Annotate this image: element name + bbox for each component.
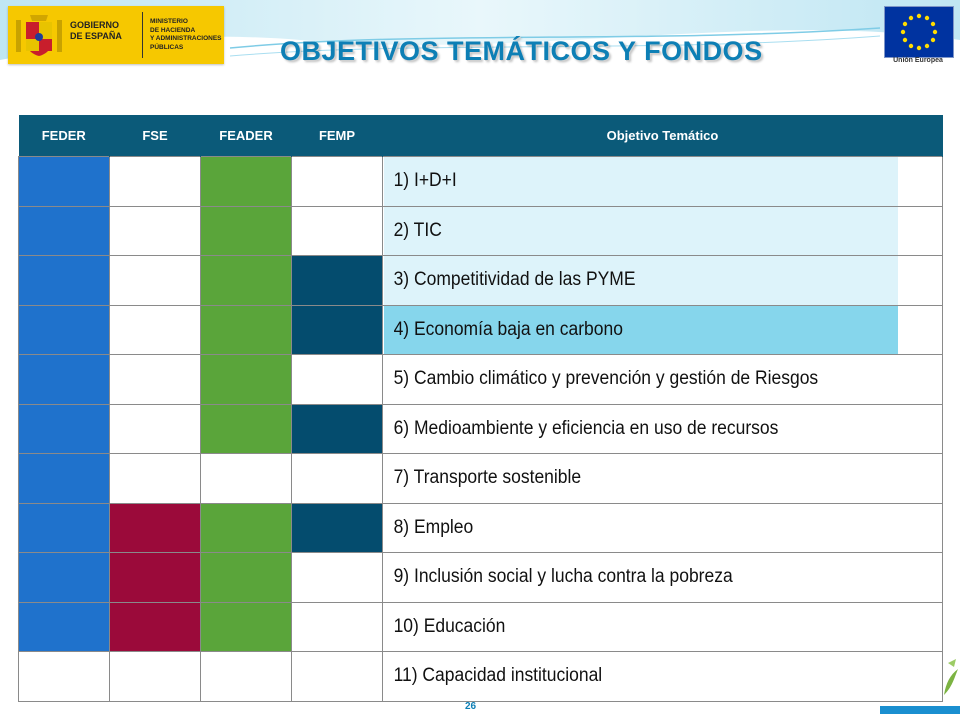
feder-applies-cell	[19, 503, 110, 553]
eu-flag-icon	[884, 6, 954, 58]
fse-empty-cell	[110, 454, 201, 504]
objective-cell: 9) Inclusión social y lucha contra la pobreza	[383, 553, 898, 603]
ministerio-text: MINISTERIO DE HACIENDA Y ADMINISTRACIONES PÚBLICAS	[150, 18, 222, 51]
table-row	[19, 256, 943, 306]
feader-applies-cell	[201, 602, 292, 652]
col-header-fse: FSE	[110, 115, 201, 157]
fse-empty-cell	[110, 652, 201, 702]
femp-empty-cell	[292, 355, 383, 405]
col-header-femp: FEMP	[292, 115, 383, 157]
feder-applies-cell	[19, 256, 110, 306]
feader-empty-cell	[201, 652, 292, 702]
feder-applies-cell	[19, 305, 110, 355]
feader-applies-cell	[201, 157, 292, 207]
objective-cell: 11) Capacidad institucional	[383, 652, 898, 702]
feader-applies-cell	[201, 553, 292, 603]
decorative-leaf-icon	[940, 655, 960, 701]
femp-applies-cell	[292, 503, 383, 553]
feder-applies-cell	[19, 206, 110, 256]
table-row	[19, 553, 943, 603]
fse-empty-cell	[110, 256, 201, 306]
objective-cell: 5) Cambio climático y prevención y gestión de Riesgos	[383, 355, 898, 405]
feder-empty-cell	[19, 652, 110, 702]
feder-applies-cell	[19, 454, 110, 504]
objective-cell: 3) Competitividad de las PYME	[383, 256, 898, 306]
table-header-row	[19, 115, 943, 157]
table-row	[19, 355, 943, 405]
fondos-objetivos-table	[18, 115, 943, 702]
gobierno-espana-logo	[8, 6, 224, 64]
fse-applies-cell	[110, 503, 201, 553]
femp-applies-cell	[292, 404, 383, 454]
objective-cell: 2) TIC	[383, 206, 898, 256]
femp-empty-cell	[292, 454, 383, 504]
fse-empty-cell	[110, 305, 201, 355]
table-row	[19, 602, 943, 652]
femp-empty-cell	[292, 652, 383, 702]
logo-divider	[142, 12, 143, 58]
page-title: OBJETIVOS TEMÁTICOS Y FONDOS	[280, 36, 763, 66]
col-header-feder: FEDER	[19, 115, 110, 157]
table-row	[19, 503, 943, 553]
feder-applies-cell	[19, 157, 110, 207]
femp-empty-cell	[292, 206, 383, 256]
fse-applies-cell	[110, 553, 201, 603]
fse-empty-cell	[110, 157, 201, 207]
femp-empty-cell	[292, 157, 383, 207]
spain-coat-of-arms-icon	[14, 12, 64, 58]
feader-applies-cell	[201, 206, 292, 256]
objective-cell: 1) I+D+I	[383, 157, 898, 207]
objective-cell: 8) Empleo	[383, 503, 898, 553]
feder-applies-cell	[19, 355, 110, 405]
table-row	[19, 454, 943, 504]
feder-applies-cell	[19, 553, 110, 603]
table-row	[19, 206, 943, 256]
feader-applies-cell	[201, 503, 292, 553]
feader-applies-cell	[201, 256, 292, 306]
femp-applies-cell	[292, 305, 383, 355]
objective-cell: 6) Medioambiente y eficiencia en uso de recursos	[383, 404, 898, 454]
col-header-feader: FEADER	[201, 115, 292, 157]
objective-cell: 10) Educación	[383, 602, 898, 652]
table-row	[19, 404, 943, 454]
fse-empty-cell	[110, 355, 201, 405]
table-row	[19, 157, 943, 207]
table-row	[19, 652, 943, 702]
feader-applies-cell	[201, 355, 292, 405]
eu-label: Unión Europea	[893, 57, 943, 64]
gobierno-text: GOBIERNO DE ESPAÑA	[70, 20, 122, 41]
page-number: 26	[465, 701, 477, 712]
feder-applies-cell	[19, 602, 110, 652]
femp-empty-cell	[292, 602, 383, 652]
objective-cell: 4) Economía baja en carbono	[383, 305, 898, 355]
fse-empty-cell	[110, 404, 201, 454]
footer-bar	[880, 706, 960, 714]
objective-cell: 7) Transporte sostenible	[383, 454, 898, 504]
fse-empty-cell	[110, 206, 201, 256]
femp-applies-cell	[292, 256, 383, 306]
table-row	[19, 305, 943, 355]
feader-applies-cell	[201, 404, 292, 454]
femp-empty-cell	[292, 553, 383, 603]
feader-applies-cell	[201, 305, 292, 355]
feader-empty-cell	[201, 454, 292, 504]
fse-applies-cell	[110, 602, 201, 652]
feder-applies-cell	[19, 404, 110, 454]
col-header-objetivo: Objetivo Temático	[383, 115, 943, 157]
